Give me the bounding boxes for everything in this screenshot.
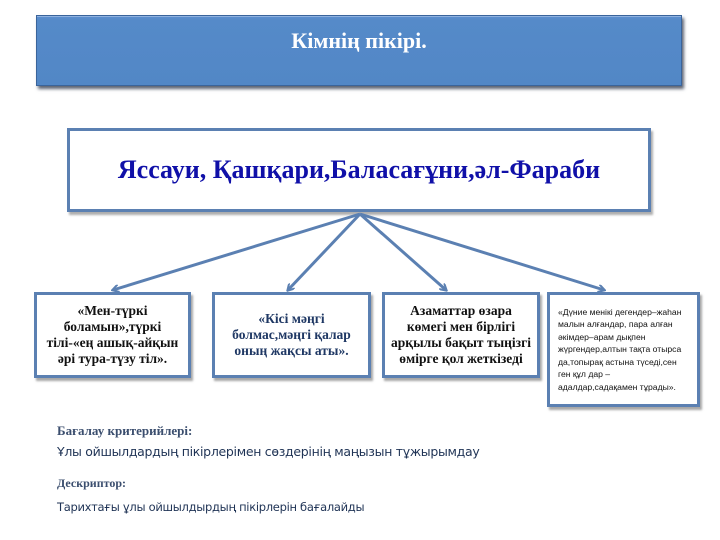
arrow-to-quote-2 [288, 214, 360, 290]
descriptor-heading: Дескриптор: [57, 476, 127, 490]
thinkers-text: Яссауи, Қашқари,Баласағұни,әл-Фараби [117, 155, 601, 184]
title-text: Кімнің пікірі. [291, 28, 427, 53]
quote-box-2 [212, 292, 371, 378]
criteria-heading: Бағалау критерийлері: [57, 423, 193, 438]
descriptor-text: Тарихтағы ұлы ойшылдырдың пікірлерін бағалайды [57, 500, 365, 514]
arrow-to-quote-3 [360, 214, 446, 290]
quote-box-1 [34, 292, 191, 378]
quote-text-3: Азаматтар өзара көмегі мен бірлігі арқылы бақыт тыңізгі өмірге қол жеткізеді [391, 303, 531, 366]
title-banner [36, 15, 682, 86]
quote-text-2: «Кісі мәңгі болмас,мәңгі қалар оның жақсы аты». [232, 311, 351, 358]
arrow-to-quote-4 [360, 214, 604, 290]
arrow-to-quote-1 [113, 214, 360, 290]
quote-box-4 [547, 292, 700, 407]
quote-text-1: «Мен-түркі боламын»,түркі тілі-«ең ашық-айқын әрі тура-түзу тіл». [46, 303, 179, 366]
quote-box-3 [382, 292, 540, 378]
criteria-text: Ұлы ойшылдардың пікірлерімен сөздерінің маңызын тұжырымдау [57, 444, 480, 459]
quote-text-4: «Дүние менікі дегендер–жаһан малын алғандар, пара алған әкімдер–арам дықпен жүргендер,алтын тақта отырса да,топырақ астына түседі,сен ген құл дар –адалдар,садақамен тұрады». [558, 306, 682, 392]
thinkers-box [67, 128, 651, 212]
